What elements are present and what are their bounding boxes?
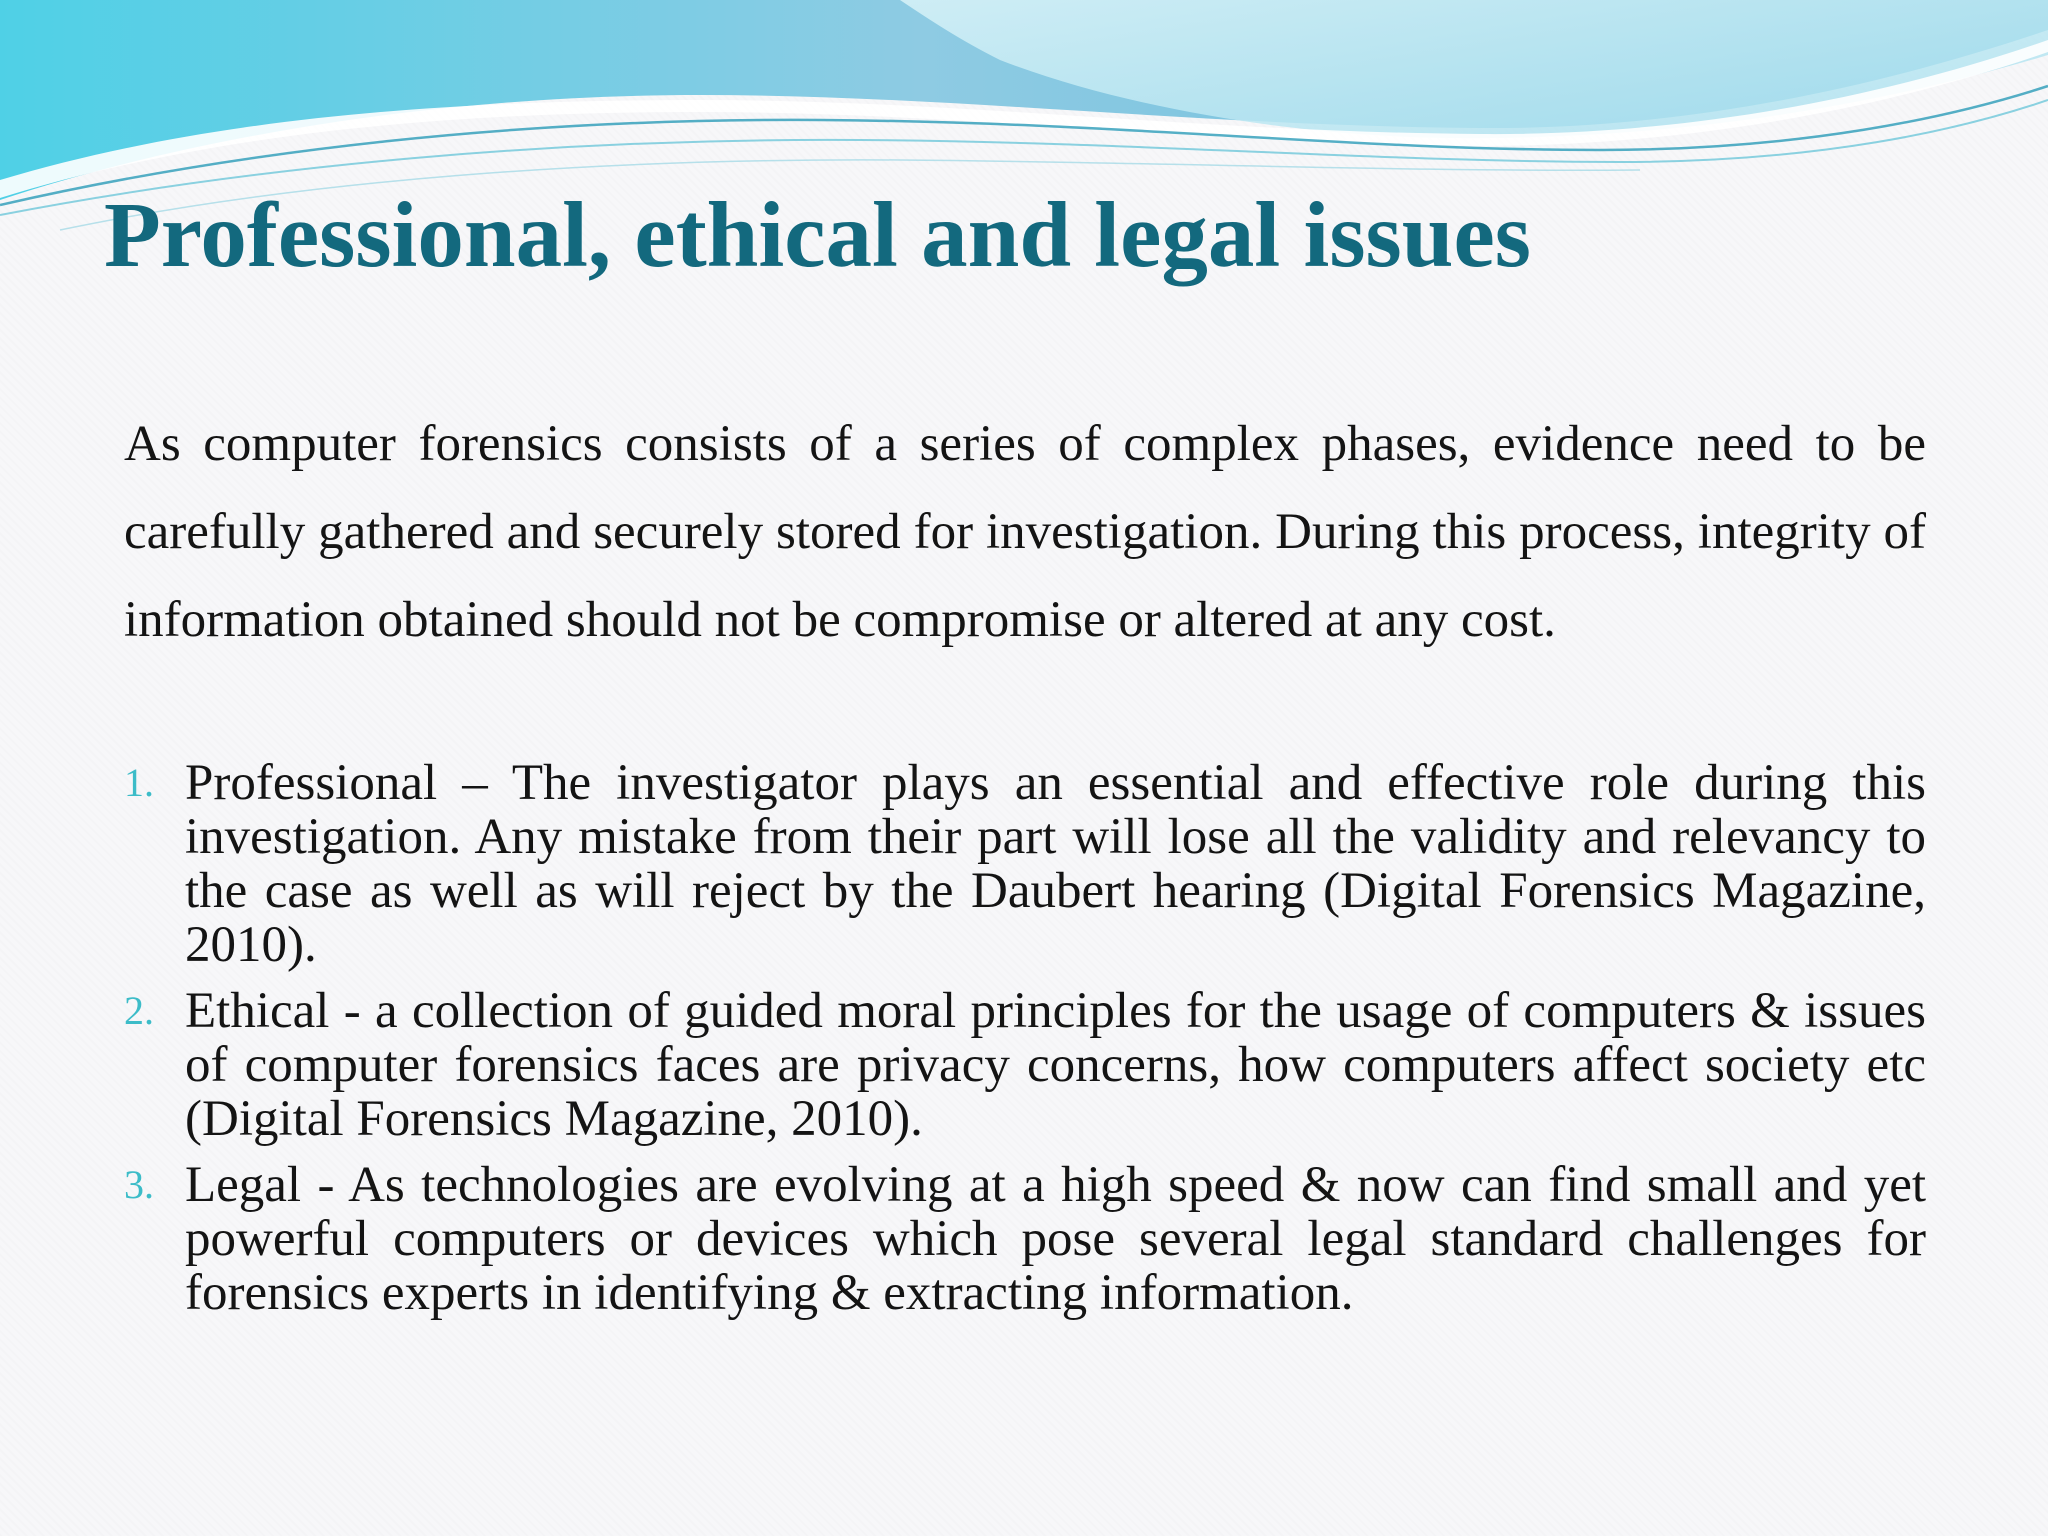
list-item-text: Legal - As technologies are evolving at a high speed & now can find small and yet powerful computers or devices which pose several legal standard challenges for forensics experts in identifying & extracting information. [185,1157,1926,1321]
list-item-text: Ethical - a collection of guided moral principles for the usage of computers & issues of computer forensics faces are privacy concerns, how computers affect society etc (Digital Forensics Magazine, 2010). [185,983,1926,1147]
list-number: 2. [124,988,154,1033]
list-item-text: Professional – The investigator plays an essential and effective role during this investigation. Any mistake from their part will lose all the validity and relevancy to the case as well as will reject by the Daubert hearing (Digital Forensics Magazine, 2010). [185,755,1926,973]
intro-paragraph: As computer forensics consists of a series of complex phases, evidence need to be carefully gathered and securely stored for investigation. During this process, integrity of information obtained should not be compromise or altered at any cost. [124,416,1926,648]
list-item [124,756,1926,972]
issues-list [124,756,1926,1332]
slide-title: Professional, ethical and legal issues [104,184,1531,287]
list-number: 3. [124,1162,154,1207]
list-item [124,984,1926,1146]
list-item [124,1158,1926,1320]
list-number: 1. [124,760,154,805]
